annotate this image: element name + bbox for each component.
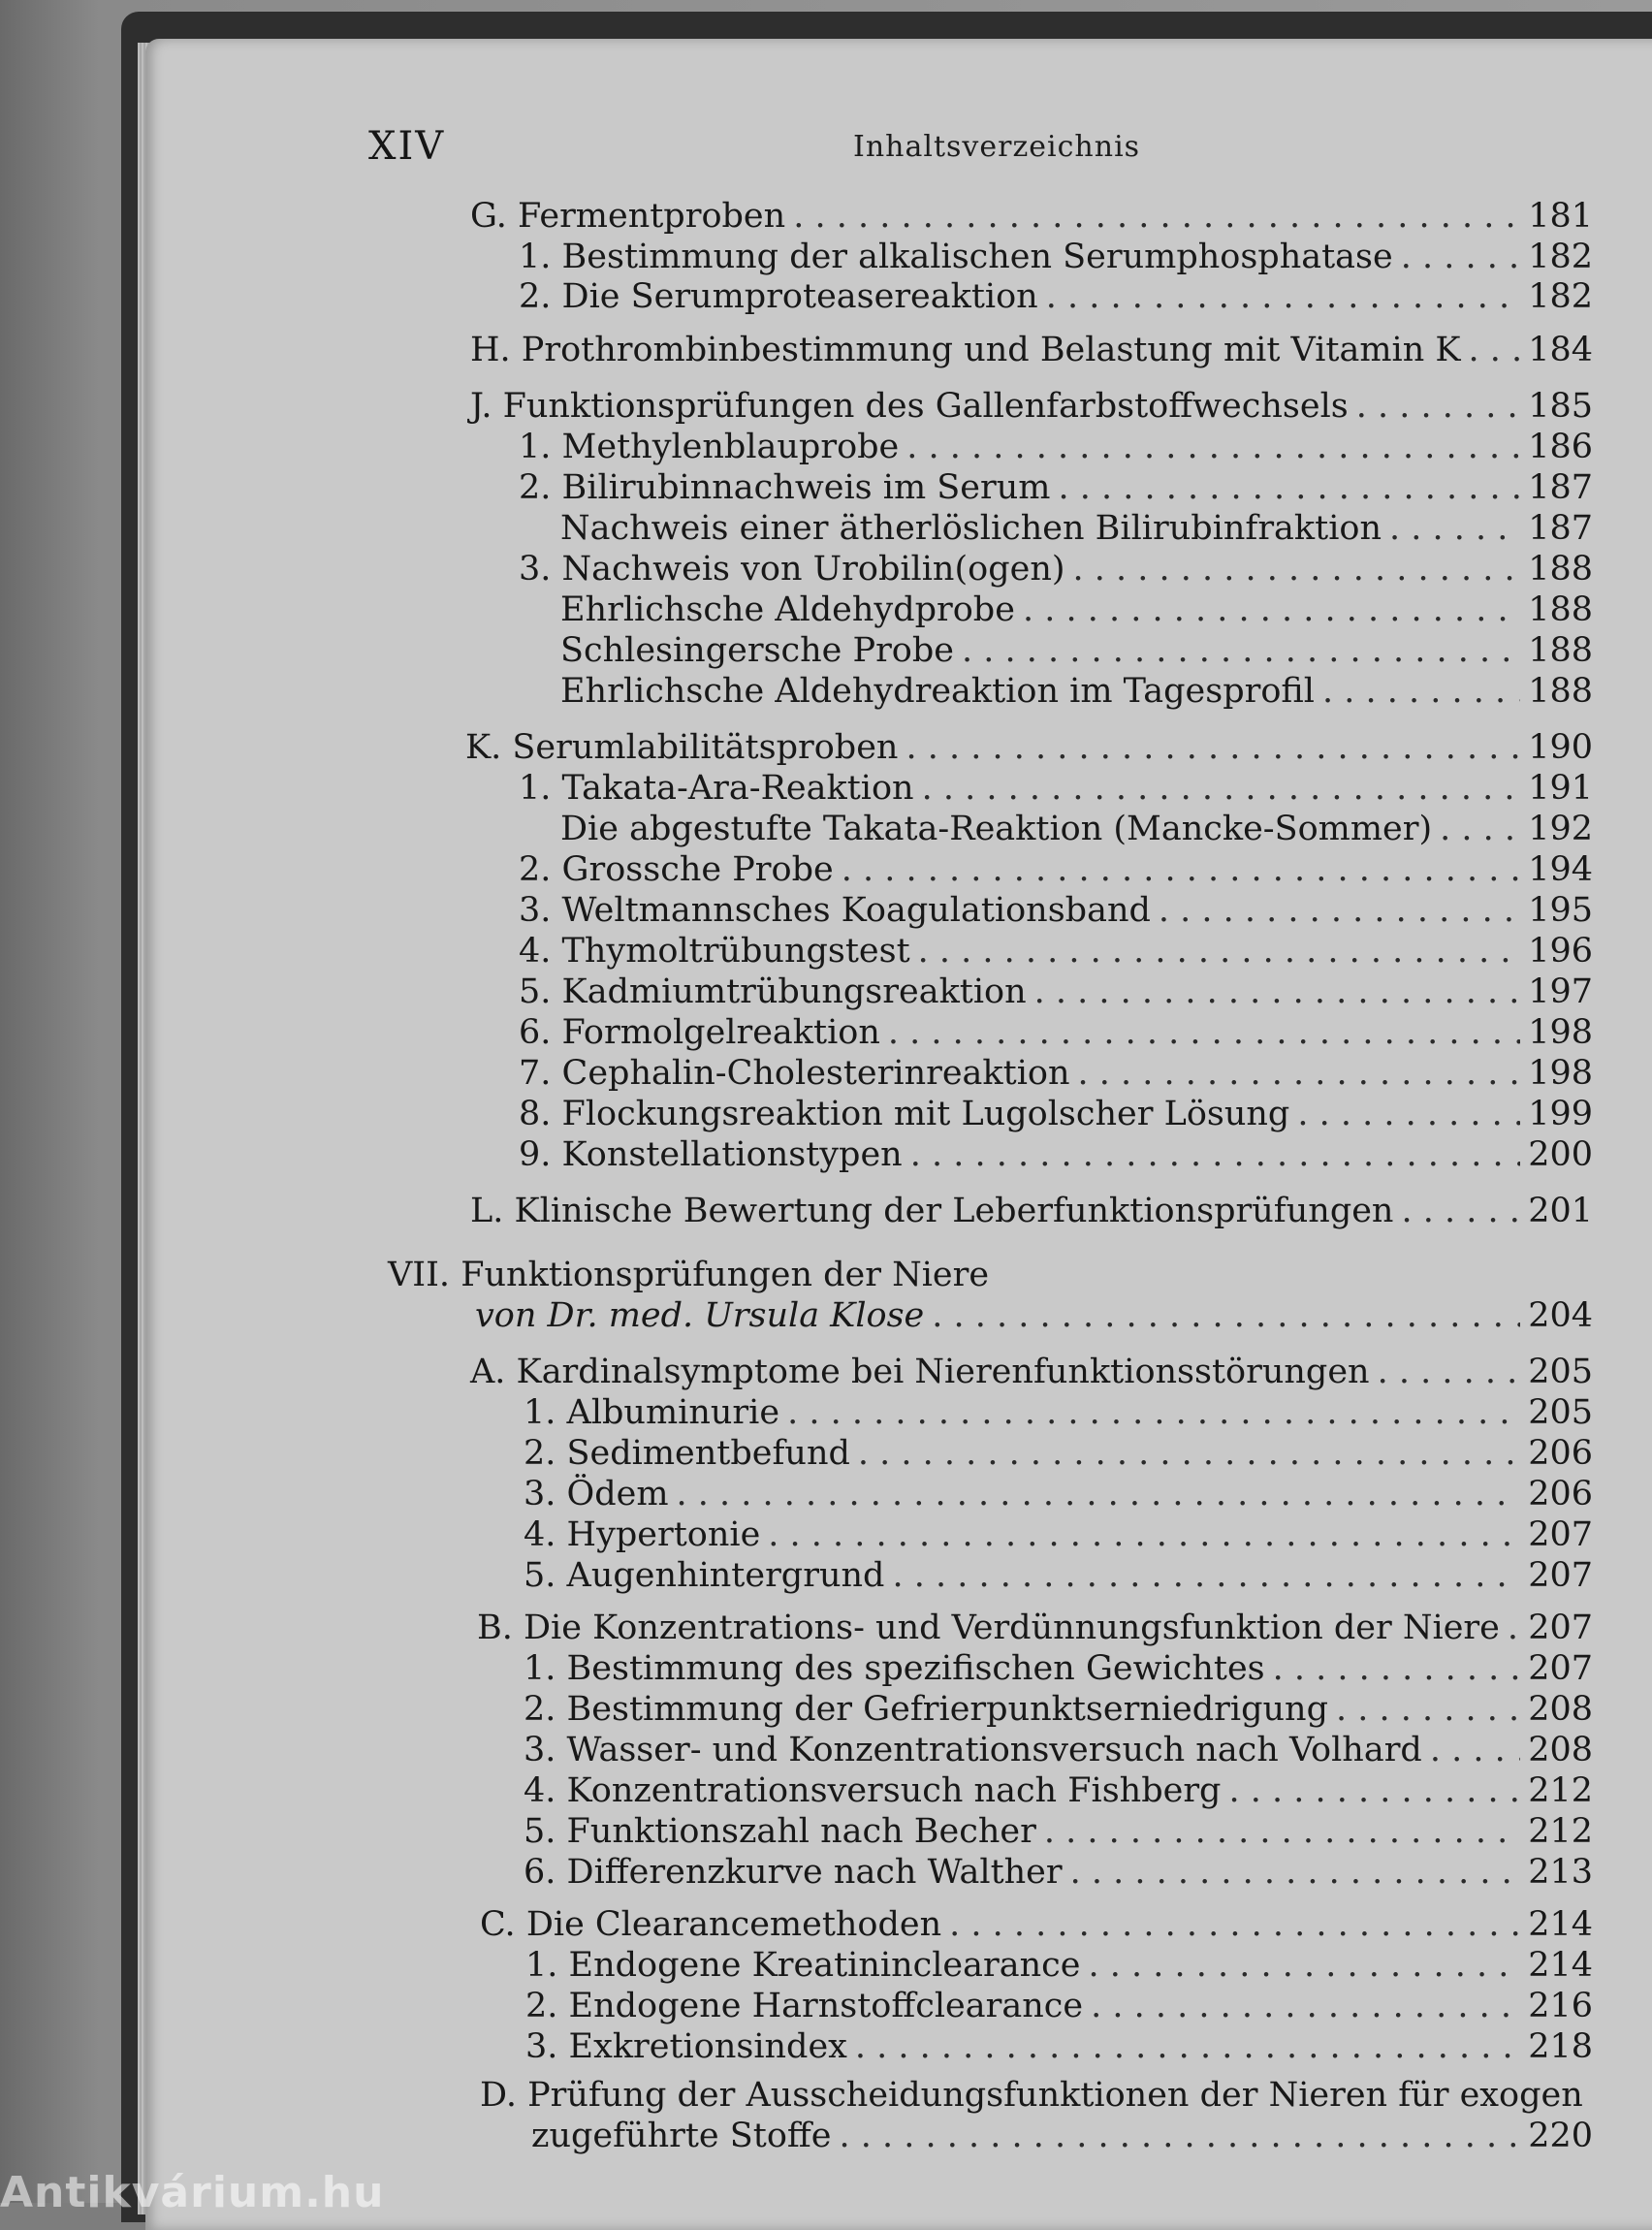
toc-entry-title: Bilirubinnachweis im Serum <box>561 468 1051 507</box>
toc-entry-number: 2. <box>525 1987 558 2025</box>
toc-entry <box>524 1514 1593 1555</box>
toc-entry <box>560 809 1593 849</box>
toc-entry <box>470 330 1593 370</box>
leader-dots <box>1336 1689 1520 1730</box>
leader-dots <box>1091 1986 1520 2026</box>
leader-dots <box>910 1134 1520 1175</box>
toc-entry-title: Ehrlichsche Aldehydreaktion im Tagesprofil <box>560 672 1315 711</box>
leader-dots <box>839 2116 1520 2156</box>
toc-entry <box>519 1053 1593 1094</box>
toc-entry-title: Wasser- und Konzentrationsversuch nach Volhard <box>566 1731 1422 1769</box>
toc-entry-page: 205 <box>1528 1353 1593 1391</box>
toc-entry-number: 4. <box>519 932 552 971</box>
toc-entry-title: Bestimmung des spezifischen Gewichtes <box>566 1649 1265 1688</box>
leader-dots <box>1401 237 1520 277</box>
toc-entry-page: 212 <box>1528 1812 1593 1851</box>
toc-entry-title: Augenhintergrund <box>566 1556 885 1595</box>
toc-entry <box>524 1474 1593 1514</box>
toc-entry-title: Bestimmung der alkalischen Serumphosphatase <box>561 238 1393 276</box>
toc-entry-page: 216 <box>1528 1987 1593 2025</box>
toc-entry-page: 188 <box>1528 550 1593 589</box>
toc-entry-number: 4. <box>524 1515 556 1554</box>
leader-dots <box>677 1474 1521 1514</box>
toc-entry-page: 195 <box>1528 891 1593 930</box>
toc-entry-page: 220 <box>1528 2117 1593 2155</box>
leader-dots <box>768 1514 1520 1555</box>
toc-entry-page: 206 <box>1528 1475 1593 1513</box>
toc-entry <box>519 467 1593 508</box>
toc-entry-title: Prüfung der Ausscheidungsfunktionen der Nieren für exogen <box>527 2076 1583 2115</box>
toc-entry-title: Endogene Harnstoffclearance <box>568 1987 1084 2025</box>
toc-entry-number: H. <box>470 331 511 369</box>
toc-entry-number: 1. <box>519 769 552 808</box>
toc-entry-number: 1. <box>524 1649 556 1688</box>
toc-entry-title: Thymoltrübungstest <box>561 932 910 971</box>
toc-entry-page: 214 <box>1528 1946 1593 1985</box>
toc-entry-title: Die Serumproteasereaktion <box>561 277 1038 316</box>
toc-entry-number: 1. <box>519 428 552 466</box>
toc-entry-title: Die abgestufte Takata-Reaktion (Mancke-Sommer) <box>560 810 1433 848</box>
toc-entry-title: Flockungsreaktion mit Lugolscher Lösung <box>561 1095 1290 1133</box>
toc-entry <box>524 1852 1593 1893</box>
toc-entry <box>519 427 1593 467</box>
toc-entry-number: 2. <box>519 277 552 316</box>
toc-entry-page: 191 <box>1528 769 1593 808</box>
toc-entry-number: 6. <box>519 1013 552 1052</box>
toc-entry <box>480 2075 1593 2116</box>
toc-entry <box>519 549 1593 589</box>
toc-entry-number: 7. <box>519 1054 552 1093</box>
toc-entry <box>470 196 1593 237</box>
toc-entry-number: D. <box>480 2076 517 2115</box>
toc-entry-page: 190 <box>1528 728 1593 767</box>
leader-dots <box>932 1295 1520 1336</box>
toc-entry-page: 207 <box>1528 1556 1593 1595</box>
toc-entry-number: 3. <box>519 891 552 930</box>
toc-entry-number: G. <box>470 197 507 236</box>
running-title: Inhaltsverzeichnis <box>853 130 1141 164</box>
toc-entry-page: 182 <box>1528 277 1593 316</box>
toc-entry-number: 2. <box>524 1434 556 1473</box>
toc-entry <box>470 1352 1593 1392</box>
toc-entry <box>470 386 1593 427</box>
page-number-roman: XIV <box>368 124 446 169</box>
toc-entry-page: 185 <box>1528 387 1593 426</box>
leader-dots <box>1273 1648 1521 1689</box>
toc-entry-page: 218 <box>1528 2027 1593 2066</box>
toc-chapter <box>388 1255 1593 1295</box>
toc-entry-title: Formolgelreaktion <box>561 1013 880 1052</box>
toc-entry-page: 184 <box>1528 331 1593 369</box>
leader-dots <box>1297 1094 1520 1134</box>
toc-entry-number: 1. <box>525 1946 558 1985</box>
leader-dots <box>905 727 1520 768</box>
toc-entry-title: Endogene Kreatininclearance <box>568 1946 1081 1985</box>
watermark: Antikvárium.hu <box>0 2168 385 2217</box>
toc-entry-title: Konzentrationsversuch nach Fishberg <box>566 1771 1222 1810</box>
leader-dots <box>1159 890 1520 931</box>
toc-entry-number: A. <box>470 1353 506 1391</box>
toc-entry-page: 206 <box>1528 1434 1593 1473</box>
toc-entry-number: K. <box>465 728 502 767</box>
toc-entry-number: B. <box>477 1609 513 1647</box>
toc-entry-number: 5. <box>519 972 552 1011</box>
toc-entry-title: Takata-Ara-Reaktion <box>561 769 914 808</box>
toc-entry-number: VII. <box>388 1256 451 1294</box>
toc-entry <box>560 671 1593 712</box>
leader-dots <box>787 1392 1520 1433</box>
toc-entry <box>560 508 1593 549</box>
leader-dots <box>949 1904 1520 1945</box>
leader-dots <box>858 1433 1520 1474</box>
leader-dots <box>1073 549 1521 589</box>
toc-entry-title: Exkretionsindex <box>568 2027 847 2066</box>
toc-entry-number: 2. <box>519 468 552 507</box>
toc-entry-number: 9. <box>519 1135 552 1174</box>
toc-entry <box>524 1811 1593 1852</box>
leader-dots <box>1469 330 1521 370</box>
toc-entry-page: 188 <box>1528 590 1593 629</box>
toc-entry-title: Schlesingersche Probe <box>560 631 954 670</box>
toc-entry-title: Bestimmung der Gefrierpunktserniedrigung <box>566 1690 1328 1729</box>
toc-entry-page: 188 <box>1528 631 1593 670</box>
leader-dots <box>1046 276 1520 317</box>
toc-entry-page: 204 <box>1528 1296 1593 1335</box>
toc-entry <box>519 972 1593 1012</box>
toc-entry-title: Ehrlichsche Aldehydprobe <box>560 590 1015 629</box>
toc-entry-number: J. <box>470 387 492 426</box>
leader-dots <box>1322 671 1520 712</box>
toc-entry <box>465 727 1593 768</box>
toc-entry <box>560 589 1593 630</box>
leader-dots <box>1508 1608 1520 1648</box>
toc-entry-number: 2. <box>519 850 552 889</box>
toc-entry-number: 2. <box>524 1690 556 1729</box>
toc-entry <box>525 2026 1593 2067</box>
toc-entry-title: Die Clearancemethoden <box>525 1905 942 1944</box>
leader-dots <box>1356 386 1520 427</box>
toc-entry-page: 201 <box>1528 1192 1593 1230</box>
toc-entry <box>524 1433 1593 1474</box>
toc-entry-page: 187 <box>1528 468 1593 507</box>
toc-entry-page: 194 <box>1528 850 1593 889</box>
toc-entry-title: Albuminurie <box>566 1393 780 1432</box>
toc-entry <box>470 1191 1593 1231</box>
toc-entry <box>477 1608 1593 1648</box>
toc-entry-number: L. <box>470 1192 504 1230</box>
toc-entry-page: 198 <box>1528 1013 1593 1052</box>
toc-entry <box>524 1392 1593 1433</box>
toc-entry-title: Die Konzentrations- und Verdünnungsfunktion der Niere <box>524 1609 1500 1647</box>
toc-entry <box>524 1648 1593 1689</box>
toc-author: von Dr. med. Ursula Klose <box>475 1296 925 1335</box>
toc-entry <box>519 237 1593 277</box>
leader-dots <box>1401 1191 1520 1231</box>
toc-entry-title: Fermentproben <box>517 197 786 236</box>
toc-entry <box>519 890 1593 931</box>
toc-entry-title: Kardinalsymptome bei Nierenfunktionsstörungen <box>516 1353 1370 1391</box>
toc-entry-number: 8. <box>519 1095 552 1133</box>
toc-entry <box>519 1094 1593 1134</box>
toc-entry-page: 197 <box>1528 972 1593 1011</box>
toc-entry-title: Konstellationstypen <box>561 1135 903 1174</box>
toc-entry-page: 187 <box>1528 509 1593 548</box>
leader-dots <box>855 2026 1520 2067</box>
toc-entry-number: C. <box>480 1905 516 1944</box>
toc-entry-page: 196 <box>1528 932 1593 971</box>
leader-dots <box>892 1555 1520 1596</box>
leader-dots <box>1088 1945 1520 1986</box>
leader-dots <box>1389 508 1520 549</box>
leader-dots <box>1430 1730 1520 1770</box>
toc-entry-page: 213 <box>1528 1853 1593 1892</box>
toc-entry <box>525 1986 1593 2026</box>
toc-entry <box>519 849 1593 890</box>
toc-entry-number: 6. <box>524 1853 556 1892</box>
leader-dots <box>1378 1352 1521 1392</box>
toc-entry-number: 5. <box>524 1812 556 1851</box>
toc-entry <box>519 768 1593 809</box>
toc-entry <box>480 1904 1593 1945</box>
toc-entry-number: 3. <box>519 550 552 589</box>
toc-entry-title: Grossche Probe <box>561 850 834 889</box>
leader-dots <box>918 931 1521 972</box>
toc-entry-page: 199 <box>1528 1095 1593 1133</box>
toc-entry-page: 205 <box>1528 1393 1593 1432</box>
toc-entry-number: 4. <box>524 1771 556 1810</box>
toc-entry-title: Funktionsprüfungen der Niere <box>461 1256 990 1294</box>
toc-entry <box>525 1945 1593 1986</box>
toc-entry-page: 198 <box>1528 1054 1593 1093</box>
toc-entry-page: 192 <box>1528 810 1593 848</box>
leader-dots <box>1228 1770 1520 1811</box>
toc-entry-page: 214 <box>1528 1905 1593 1944</box>
toc-entry-page: 208 <box>1528 1731 1593 1769</box>
toc-entry <box>475 1295 1593 1336</box>
toc-entry-title: zugeführte Stoffe <box>531 2117 832 2155</box>
leader-dots <box>842 849 1521 890</box>
toc-entry-title: Nachweis von Urobilin(ogen) <box>561 550 1065 589</box>
toc-entry-number: 3. <box>524 1475 556 1513</box>
leader-dots <box>1440 809 1520 849</box>
toc-entry <box>524 1689 1593 1730</box>
toc-entry-number: 5. <box>524 1556 556 1595</box>
toc-entry-title: Hypertonie <box>566 1515 761 1554</box>
toc-entry <box>560 630 1593 671</box>
leader-dots <box>793 196 1520 237</box>
toc-entry <box>524 1730 1593 1770</box>
toc-entry-title: Ödem <box>566 1475 669 1513</box>
toc-entry-title: Prothrombinbestimmung und Belastung mit Vitamin K <box>521 331 1461 369</box>
leader-dots <box>1070 1852 1521 1893</box>
toc-entry-title: Funktionsprüfungen des Gallenfarbstoffwechsels <box>502 387 1349 426</box>
toc-entry-title: Funktionszahl nach Becher <box>566 1812 1036 1851</box>
leader-dots <box>1044 1811 1520 1852</box>
toc-entry-page: 181 <box>1528 197 1593 236</box>
toc-entry-page: 182 <box>1528 238 1593 276</box>
toc-entry-title: Methylenblauprobe <box>561 428 900 466</box>
toc-entry-page: 186 <box>1528 428 1593 466</box>
toc-entry <box>531 2116 1593 2156</box>
toc-entry-title: Sedimentbefund <box>566 1434 850 1473</box>
leader-dots <box>906 427 1520 467</box>
toc-entry-page: 212 <box>1528 1771 1593 1810</box>
toc-entry-title: Cephalin-Cholesterinreaktion <box>561 1054 1070 1093</box>
toc-entry-number: 1. <box>524 1393 556 1432</box>
toc-entry <box>524 1555 1593 1596</box>
toc-entry-page: 207 <box>1528 1609 1593 1647</box>
leader-dots <box>888 1012 1520 1053</box>
toc-entry-title: Differenzkurve nach Walther <box>566 1853 1063 1892</box>
leader-dots <box>1058 467 1520 508</box>
toc-entry-page: 207 <box>1528 1515 1593 1554</box>
toc-entry <box>519 1012 1593 1053</box>
toc-entry-number: 3. <box>525 2027 558 2066</box>
leader-dots <box>962 630 1520 671</box>
toc-entry <box>519 931 1593 972</box>
leader-dots <box>1078 1053 1521 1094</box>
toc-entry-title: Klinische Bewertung der Leberfunktionsprüfungen <box>514 1192 1394 1230</box>
toc-entry <box>519 276 1593 317</box>
toc-entry-number: 1. <box>519 238 552 276</box>
toc-entry <box>524 1770 1593 1811</box>
leader-dots <box>922 768 1521 809</box>
toc-entry <box>519 1134 1593 1175</box>
toc-entry-title: Weltmannsches Koagulationsband <box>561 891 1151 930</box>
toc-entry-title: Kadmiumtrübungsreaktion <box>561 972 1027 1011</box>
toc-entry-page: 188 <box>1528 672 1593 711</box>
toc-entry-title: Nachweis einer ätherlöslichen Bilirubinfraktion <box>560 509 1382 548</box>
toc-entry-page: 208 <box>1528 1690 1593 1729</box>
leader-dots <box>1023 589 1520 630</box>
toc-entry-page: 200 <box>1528 1135 1593 1174</box>
toc-entry-page: 207 <box>1528 1649 1593 1688</box>
toc-entry-number: 3. <box>524 1731 556 1769</box>
leader-dots <box>1034 972 1521 1012</box>
toc-entry-title: Serumlabilitätsproben <box>512 728 899 767</box>
